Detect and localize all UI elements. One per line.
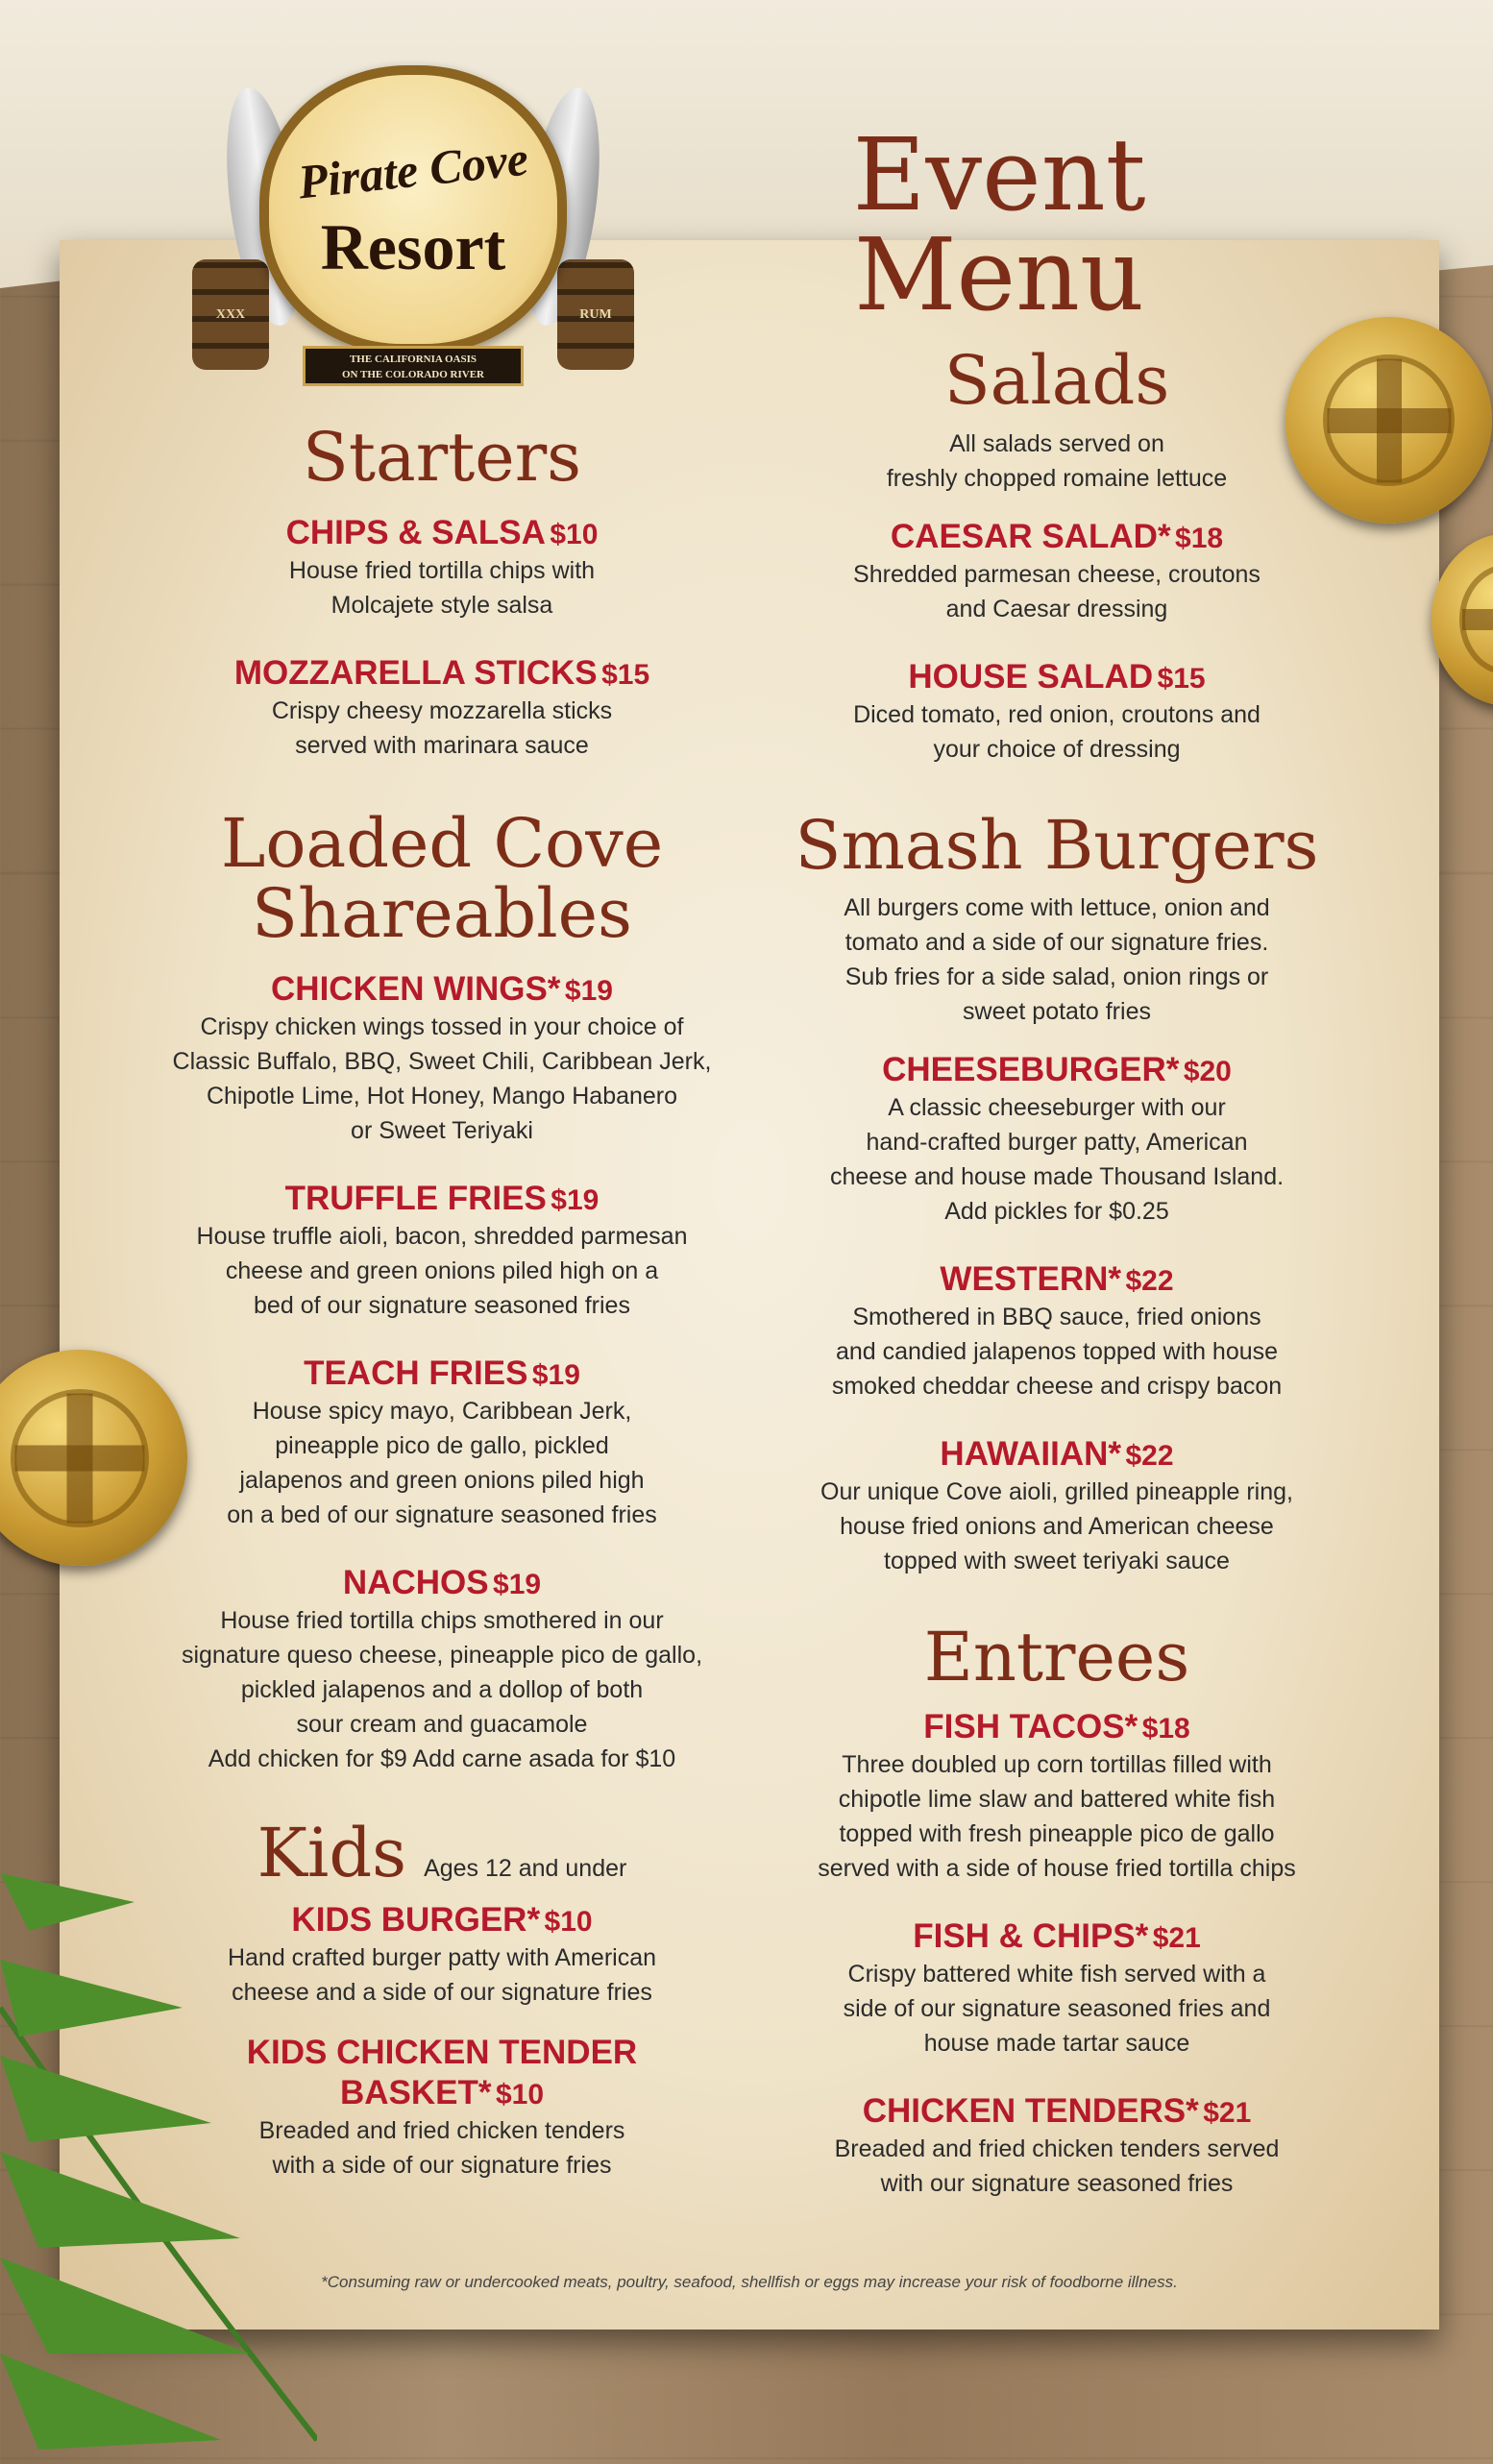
barrel-icon: XXX xyxy=(192,259,269,370)
section-title-kids: Kids xyxy=(257,1813,407,1892)
item-name: KIDS BURGER* xyxy=(291,1901,541,1939)
item-price: $22 xyxy=(1125,1265,1174,1297)
menu-item xyxy=(769,1259,1345,1403)
item-name: CHICKEN TENDERS* xyxy=(862,2091,1199,2130)
item-desc: your choice of dressing xyxy=(933,735,1181,763)
menu-item xyxy=(125,1900,759,2010)
item-name: FISH & CHIPS* xyxy=(913,1916,1149,1955)
item-desc: smoked cheddar cheese and crispy bacon xyxy=(831,1373,1283,1400)
menu-item xyxy=(769,1916,1345,2061)
item-desc: Hand crafted burger patty with American xyxy=(227,1944,657,1971)
item-desc: House fried tortilla chips with xyxy=(288,556,596,584)
section-title-shareables xyxy=(125,803,759,953)
item-name: HOUSE SALAD xyxy=(908,657,1154,695)
item-desc: A classic cheeseburger with our xyxy=(888,1094,1226,1121)
item-desc: Breaded and fried chicken tenders xyxy=(258,2117,625,2144)
item-desc: house fried onions and American cheese xyxy=(840,1513,1274,1540)
logo-shield xyxy=(259,65,567,354)
item-desc: on a bed of our signature seasoned fries xyxy=(227,1500,657,1528)
item-name: CHICKEN WINGS* xyxy=(271,969,561,1008)
section-title-line: Loaded Cove xyxy=(220,803,664,883)
item-price: $19 xyxy=(493,1568,542,1600)
item-desc: topped with fresh pineapple pico de gallo xyxy=(839,1819,1275,1847)
item-desc: jalapenos and green onions piled high xyxy=(239,1466,645,1494)
item-desc: Our unique Cove aioli, grilled pineapple ring, xyxy=(820,1478,1293,1505)
item-desc: House fried tortilla chips smothered in our xyxy=(220,1606,664,1634)
item-desc: served with a side of house fried tortilla chips xyxy=(818,1854,1296,1882)
item-desc: cheese and green onions piled high on a xyxy=(225,1256,659,1284)
section-title-starters: Starters xyxy=(302,418,582,497)
item-name: BASKET* xyxy=(339,2074,492,2111)
item-price: $20 xyxy=(1183,1056,1232,1087)
item-desc: bed of our signature seasoned fries xyxy=(254,1291,630,1319)
item-name: MOZZARELLA STICKS xyxy=(233,653,598,692)
section-title-entrees: Entrees xyxy=(923,1618,1190,1696)
intro-line: freshly chopped romaine lettuce xyxy=(886,464,1228,492)
item-price: $15 xyxy=(1157,662,1206,695)
right-column xyxy=(769,341,1345,2232)
item-price: $10 xyxy=(495,2079,545,2110)
item-price: $10 xyxy=(550,518,599,550)
logo-line1: Pirate Cove xyxy=(295,131,531,209)
item-price: $15 xyxy=(601,658,650,691)
intro-line: Sub fries for a side salad, onion rings or xyxy=(844,964,1269,990)
logo-tagline1: THE CALIFORNIA OASIS xyxy=(349,354,477,365)
item-desc: Crispy battered white fish served with a xyxy=(847,1960,1266,1988)
menu-item xyxy=(769,1050,1345,1229)
item-name: CHIPS & SALSA xyxy=(285,513,546,551)
item-desc: side of our signature seasoned fries and xyxy=(843,1994,1271,2022)
item-name: CAESAR SALAD* xyxy=(890,517,1171,555)
item-desc: pickled jalapenos and a dollop of both xyxy=(240,1675,644,1703)
item-name: WESTERN* xyxy=(940,1260,1122,1298)
logo-ribbon xyxy=(303,346,524,386)
item-price: $22 xyxy=(1125,1440,1174,1472)
item-desc: Three doubled up corn tortillas filled with xyxy=(842,1750,1272,1778)
item-desc: or Sweet Teriyaki xyxy=(351,1116,533,1144)
item-desc: signature queso cheese, pineapple pico de gallo, xyxy=(181,1641,703,1669)
item-desc: hand-crafted burger patty, American xyxy=(866,1129,1248,1156)
menu-item xyxy=(125,969,759,1148)
intro-line: tomato and a side of our signature fries. xyxy=(844,929,1269,956)
item-desc: served with marinara sauce xyxy=(295,731,589,759)
item-desc: topped with sweet teriyaki sauce xyxy=(884,1548,1230,1574)
item-desc: with a side of our signature fries xyxy=(272,2152,612,2179)
item-desc: Chipotle Lime, Hot Honey, Mango Habanero xyxy=(206,1082,678,1110)
menu-item xyxy=(125,1179,759,1323)
item-desc: pineapple pico de gallo, pickled xyxy=(275,1431,609,1459)
item-name: NACHOS xyxy=(342,1563,489,1601)
item-desc: cheese and a side of our signature fries xyxy=(232,1979,652,2006)
item-desc: Classic Buffalo, BBQ, Sweet Chili, Caribbean Jerk, xyxy=(172,1047,712,1075)
item-desc: Diced tomato, red onion, croutons and xyxy=(853,700,1260,728)
section-intro xyxy=(769,427,1345,496)
resort-logo xyxy=(192,58,634,394)
left-column xyxy=(125,418,759,2213)
item-desc: cheese and house made Thousand Island. xyxy=(829,1163,1285,1190)
menu-item xyxy=(125,513,759,622)
section-title-salads: Salads xyxy=(943,341,1170,420)
item-desc: Add chicken for $9 Add carne asada for $10 xyxy=(208,1744,676,1772)
item-desc: House truffle aioli, bacon, shredded parmesan xyxy=(196,1222,688,1250)
page-title: Event Menu xyxy=(852,116,1146,333)
footnote-disclaimer: *Consuming raw or undercooked meats, poultry, seafood, shellfish or eggs may increase your risk of foodborne illness. xyxy=(321,2273,1178,2291)
item-price: $18 xyxy=(1175,522,1224,554)
item-price: $19 xyxy=(564,974,613,1007)
intro-line: All salads served on xyxy=(949,429,1164,457)
item-name: CHEESEBURGER* xyxy=(882,1051,1180,1088)
kids-age-note: Ages 12 and under xyxy=(424,1854,627,1882)
item-price: $19 xyxy=(551,1183,600,1216)
item-price: $18 xyxy=(1141,1712,1190,1744)
menu-item xyxy=(769,2091,1345,2201)
menu-item xyxy=(769,657,1345,767)
menu-item xyxy=(125,653,759,763)
item-desc: Crispy chicken wings tossed in your choice of xyxy=(200,1012,684,1040)
item-desc: Breaded and fried chicken tenders served xyxy=(834,2135,1280,2162)
gold-coin-icon xyxy=(1432,533,1493,706)
item-desc: house made tartar sauce xyxy=(923,2029,1190,2057)
item-price: $21 xyxy=(1203,2096,1252,2129)
menu-item xyxy=(769,517,1345,626)
item-desc: Molcajete style salsa xyxy=(330,591,553,619)
menu-item xyxy=(769,1434,1345,1578)
item-desc: chipotle lime slaw and battered white fish xyxy=(838,1785,1276,1813)
item-name: TEACH FRIES xyxy=(304,1354,528,1392)
section-title-line: Shareables xyxy=(252,874,632,953)
kids-header xyxy=(125,1813,759,1892)
menu-item xyxy=(125,1354,759,1532)
menu-item xyxy=(125,2033,759,2183)
logo-line2: Resort xyxy=(320,210,506,283)
item-price: $10 xyxy=(544,1906,593,1938)
item-desc: sour cream and guacamole xyxy=(296,1710,588,1738)
item-name: TRUFFLE FRIES xyxy=(284,1179,547,1217)
item-desc: Shredded parmesan cheese, croutons xyxy=(853,560,1260,588)
barrel-icon: RUM xyxy=(557,259,634,370)
section-intro xyxy=(769,890,1345,1029)
menu-item xyxy=(125,1563,759,1776)
item-desc: and Caesar dressing xyxy=(945,595,1168,622)
section-title-burgers: Smash Burgers xyxy=(795,805,1319,885)
item-price: $21 xyxy=(1152,1921,1201,1954)
item-desc: Smothered in BBQ sauce, fried onions xyxy=(852,1304,1261,1330)
item-name: KIDS CHICKEN TENDER xyxy=(246,2034,638,2071)
intro-line: All burgers come with lettuce, onion and xyxy=(844,894,1270,921)
menu-item xyxy=(769,1707,1345,1886)
item-price: $19 xyxy=(531,1358,580,1391)
item-name: FISH TACOS* xyxy=(923,1707,1138,1745)
item-desc: Crispy cheesy mozzarella sticks xyxy=(271,696,613,724)
item-desc: House spicy mayo, Caribbean Jerk, xyxy=(252,1397,632,1425)
item-desc: with our signature seasoned fries xyxy=(880,2169,1234,2197)
item-name: HAWAIIAN* xyxy=(940,1435,1122,1473)
intro-line: sweet potato fries xyxy=(963,998,1151,1025)
item-desc: and candied jalapenos topped with house xyxy=(835,1338,1279,1365)
item-desc: Add pickles for $0.25 xyxy=(944,1198,1169,1225)
logo-tagline2: ON THE COLORADO RIVER xyxy=(341,369,484,380)
